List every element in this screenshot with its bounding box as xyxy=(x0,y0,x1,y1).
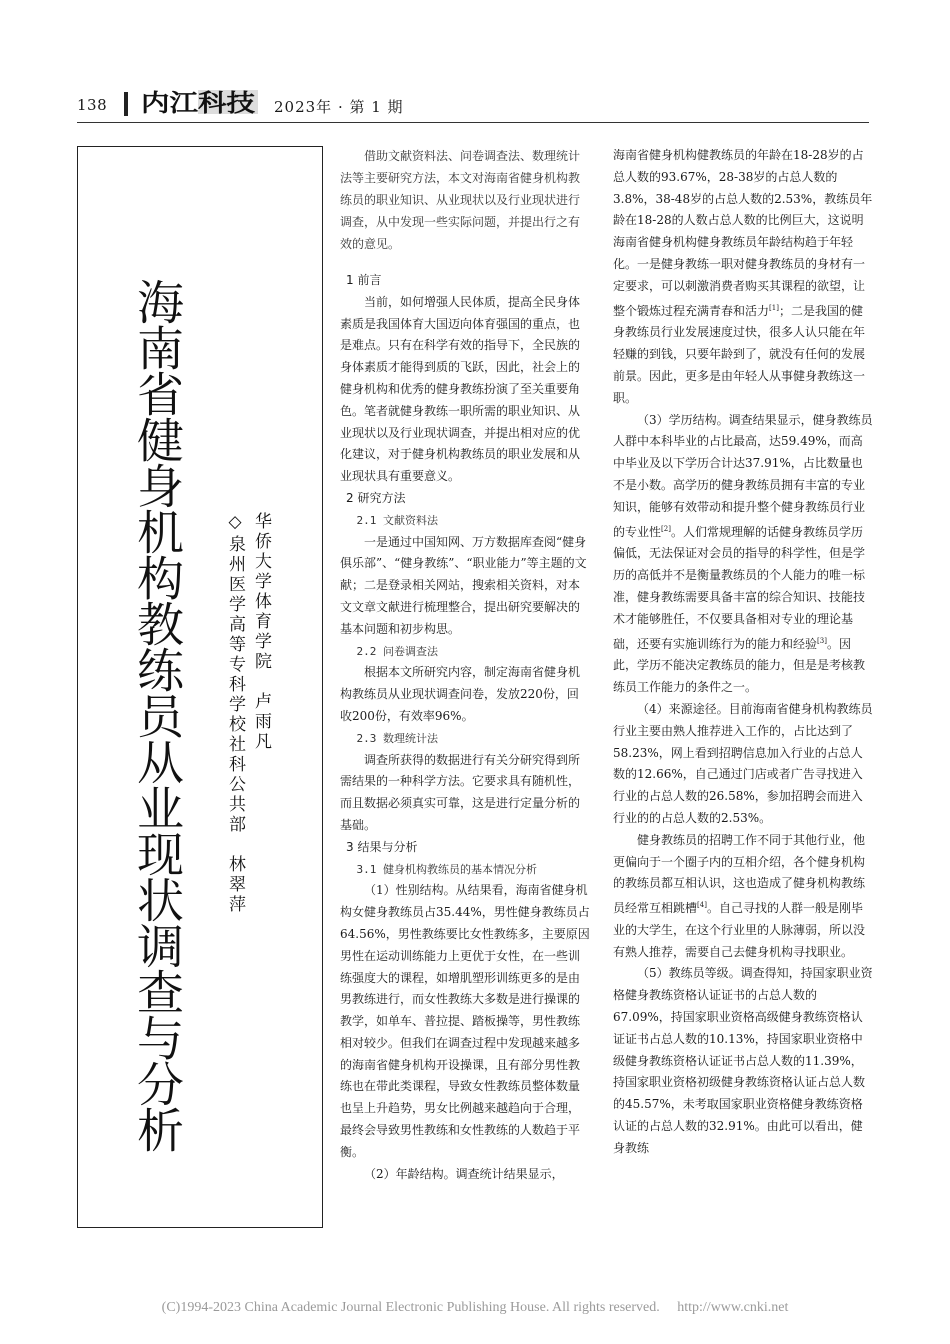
paragraph: 调查所获得的数据进行有关分研究得到所需结果的一种科学方法。它要求具有随机性，而且数据必须真实可靠，这是进行定量分析的基础。 xyxy=(340,752,581,832)
header-rule xyxy=(77,122,869,123)
subsection-heading: 2.1 文献资料法 xyxy=(356,513,438,527)
svg-text:内江科技: 内江科技 xyxy=(141,90,255,114)
text-run: 。因此，学历不能决定教练员的能力，但是是考核教练员工作能力的条件之一。 xyxy=(613,636,866,695)
paragraph: 一是通过中国知网、万方数据库查阅“健身俱乐部”、“健身教练”、“职业能力”等主题的文献；二是登录相关网站，搜索相关资料，对本文文章文献进行梳理整合，提出研究要解决的基本问题和初步构思。 xyxy=(340,534,587,636)
footer xyxy=(0,1300,950,1316)
paragraph xyxy=(613,830,873,964)
paragraph: （2）年龄结构。调查统计结果显示， xyxy=(364,1166,564,1181)
page-number: 138 xyxy=(77,96,108,114)
paragraph xyxy=(613,410,873,699)
text-run: （3）学历结构。调查结果显示，健身教练员人群中本科毕业的占比最高，达59.49%，而高中毕业及以下学历合计达37.91%，占比数量也不是小数。高学历的健身教练员拥有丰富的专业知识，能够有效带动和提升整个健身教练员行业的专业性 xyxy=(613,412,873,539)
text-run: 海南省健身机构健教练员的年龄在18-28岁的占总人数的93.67%，28-38岁的占总人数的3.8%，38-48岁的占总人数的2.53%，教练员年龄在18-28的人数占总人数的比例巨大，这说明海南省健身机构健身教练员年龄结构趋于年轻化。一是健身教练一职对健身教练员的身材有一定要求，可以刺激消费者购买其课程的欲望，让整个锻炼过程充满青春和活力 xyxy=(613,148,873,318)
subsection-heading: 2.2 问卷调查法 xyxy=(356,644,438,658)
article-title: 海南省健身机构教练员从业现状调查与分析 xyxy=(129,278,184,1152)
issue-label: 2023年 · 第 1 期 xyxy=(274,98,404,116)
citation: [2] xyxy=(661,524,671,533)
column-2 xyxy=(613,145,873,1160)
header-divider xyxy=(124,92,128,116)
citation: [4] xyxy=(697,901,707,910)
section-heading: 2 研究方法 xyxy=(346,490,406,505)
citation: [3] xyxy=(817,636,827,645)
paragraph: 当前，如何增强人民体质，提高全民身体素质是我国体育大国迈向体育强国的重点，也是难点。只有在科学有效的指导下，全民族的身体素质才能得到质的飞跃，因此，社会上的健身机构和优秀的健身教练扮演了至关重要角色。笔者就健身教练一职所需的职业知识、从业现状以及行业现状调查，并提出相对应的优化建议，对于健身机构教练员的职业发展和从业现状具有重要意义。 xyxy=(340,294,581,484)
abstract: 借助文献资料法、问卷调查法、数理统计法等主要研究方法，本文对海南省健身机构教练员的职业知识、从业现状以及行业现状进行调查，从中发现一些实际问题，并提出行之有效的意见。 xyxy=(340,149,581,251)
text-run: ；二是我国的健身教练员行业发展速度过快，很多人认只能在年轻赚的到钱，只要年龄到了，就没有任何的发展前景。因此，更多是由年轻人从事健身教练这一职。 xyxy=(613,303,866,405)
paragraph: 根据本文所研究内容，制定海南省健身机构教练员从业现状调查问卷，发放220份，回收200份，有效率96%。 xyxy=(340,665,581,723)
subsection-heading: 2.3 数理统计法 xyxy=(356,731,438,745)
affiliation-1: 华侨大学体育学院 卢雨凡 xyxy=(251,512,271,752)
paragraph: （4）来源途径。目前海南省健身机构教练员行业主要由熟人推荐进入工作的，占比达到了58.23%，网上看到招聘信息加入行业的占总人数的12.66%，自己通过门店或者广告寻找进入行业的占总人数的26.58%，参加招聘会而进入行业的的占总人数的2.53%。 xyxy=(613,701,873,825)
paragraph xyxy=(613,145,873,410)
copyright-text: (C)1994-2023 China Academic Journal Electronic Publishing House. All rights reserved. xyxy=(161,1300,660,1315)
citation: [1] xyxy=(769,303,779,312)
affiliation-2: ◇泉州医学高等专科学校社科公共部 林翠萍 xyxy=(225,512,245,915)
title-panel xyxy=(77,146,323,1228)
paragraph: （1）性别结构。从结果看，海南省健身机构女健身教练员占35.44%，男性健身教练员占64.56%，男性教练要比女性教练多，主要原因男性在运动训练能力上更优于女性，在一些训练强度大的课程，如增肌塑形训练更多的是由男教练进行，而女性教练大多数是进行操课的教学，如单车、普拉提、踏板操等，男性教练相对较少。但我们在调查过程中发现越来越多的海南省健身机构开设操课，且有部分男性教练也在带此类课程，导致女性教练员整体数量也呈上升趋势，男女比例越来越趋向于合理，最终会导致男性教练和女性教练的人数趋于平衡。 xyxy=(340,883,590,1159)
text-run: 。人们常规理解的话健身教练员学历偏低，无法保证对会员的指导的科学性，但是学历的高低并不是衡量教练员的个人能力的唯一标准，健身教练需要具备丰富的综合知识、技能技术才能够胜任，不仅要具备相对专业的理论基础，还要有实施训练行为的能力和经验 xyxy=(613,524,866,651)
subsection-heading: 3.1 健身机构教练员的基本情况分析 xyxy=(356,862,537,876)
journal-logo xyxy=(140,90,258,114)
text-run: 健身教练员的招聘工作不同于其他行业，他更偏向于一个圈子内的互相介绍，各个健身机构的教练员都互相认识，这也造成了健身机构教练员经常互相跳槽 xyxy=(613,832,866,916)
paragraph: （5）教练员等级。调查得知，持国家职业资格健身教练资格认证证书的占总人数的67.09%，持国家职业资格高级健身教练资格认证证书占总人数的10.13%，持国家职业资格中级健身教练资格认证证书占总人数的11.39%，持国家职业资格初级健身教练资格认证占总人数的45.57%，未考取国家职业资格健身教练资格认证的占总人数的32.91%。由此可以看出，健身教练 xyxy=(613,966,873,1155)
section-heading: 3 结果与分析 xyxy=(346,839,418,854)
text-run: 。自己寻找的人群一般是刚毕业的大学生，在这个行业里的人脉薄弱，所以没有熟人推荐，需要自己去健身机构寻找职业。 xyxy=(613,901,866,959)
footer-url: http://www.cnki.net xyxy=(677,1300,789,1315)
section-heading: 1 前言 xyxy=(346,273,382,287)
column-1 xyxy=(340,270,590,1185)
